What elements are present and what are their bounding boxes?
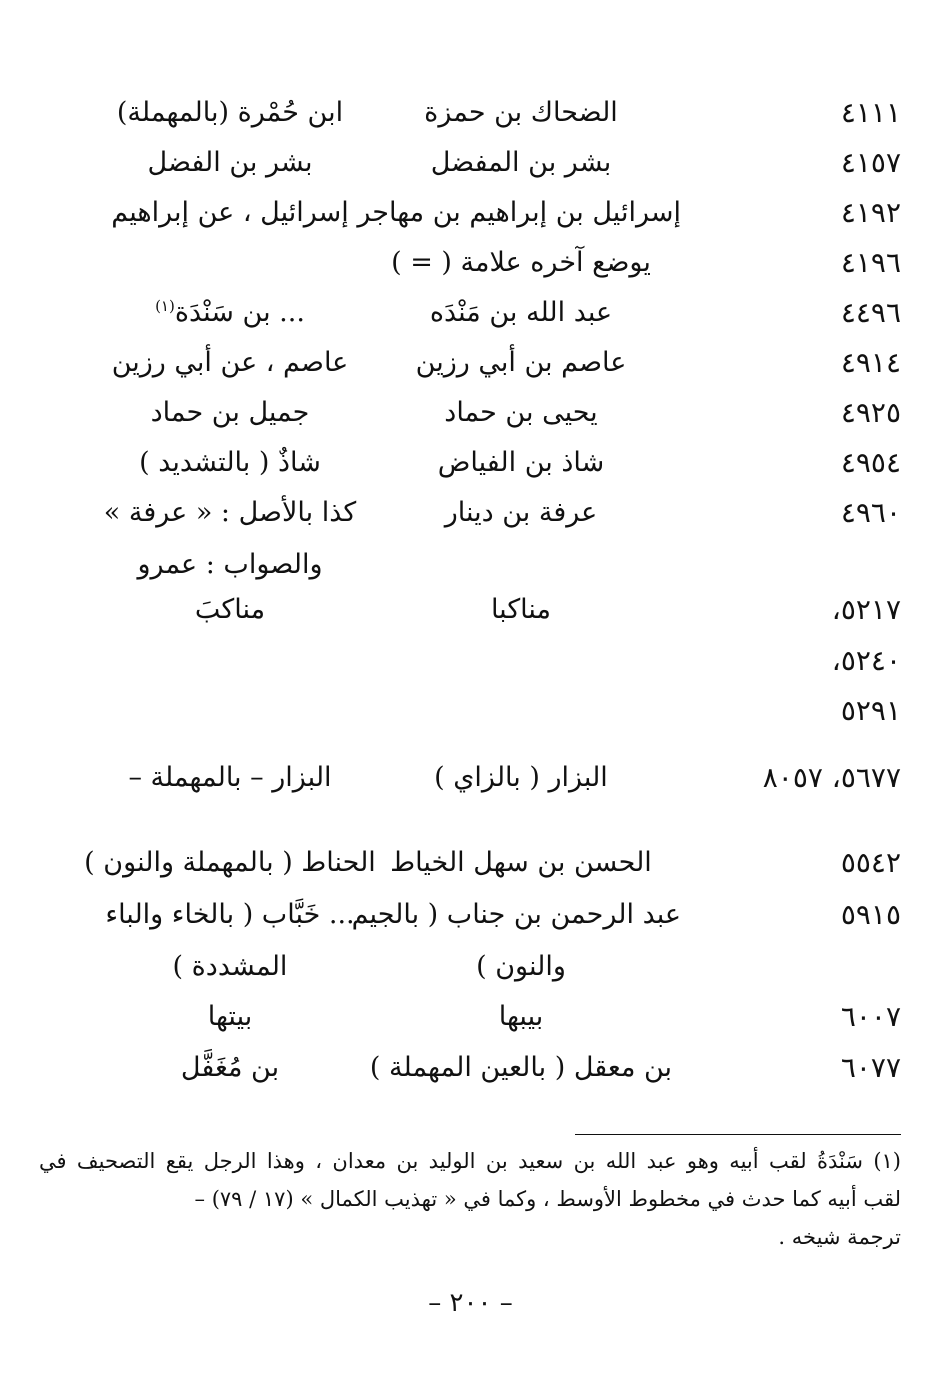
- table-row: [0, 188, 941, 238]
- table-row: [0, 438, 941, 488]
- hadith-number: [671, 942, 901, 992]
- table-row: [0, 992, 941, 1042]
- original-text: عبد الله بن مَنْدَه: [429, 297, 613, 328]
- hadith-number: ٤١٩٦: [840, 246, 901, 279]
- table-row: [0, 686, 941, 736]
- hadith-number: ٤١٥٧: [840, 146, 901, 179]
- original-text: عاصم بن أبي رزين: [415, 347, 627, 378]
- table-row: [0, 753, 941, 803]
- footnote-marker: (١): [155, 297, 175, 315]
- original-text: عبد الرحمن بن جناب ( بالجيم: [351, 899, 681, 930]
- correction-text: [40, 288, 420, 338]
- hadith-number: ٦٠٧٧: [840, 1051, 901, 1084]
- table-row: [0, 636, 941, 686]
- hadith-number: ٥٥٤٢: [840, 846, 901, 879]
- correction-text: عاصم ، عن أبي رزين: [111, 347, 349, 378]
- original-text: البزار ( بالزاي ): [434, 762, 608, 793]
- footnote-line: لقب أبيه كما حدث في مخطوط الأوسط ، وكما في « تهذيب الكمال » (١٧ / ٧٩) –: [194, 1187, 901, 1211]
- table-row: [0, 238, 941, 288]
- original-text: الحسن بن سهل الخياط: [390, 847, 652, 878]
- correction-text: بيتها: [207, 1001, 253, 1032]
- hadith-number: ٥٢١٧،: [831, 593, 901, 626]
- table-row: [0, 540, 941, 590]
- footnote-line: (١) سَنْدَةُ لقب أبيه وهو عبد الله بن سعيد بن الوليد بن معدان ، وهذا الرجل يقع التصحيف في: [39, 1149, 901, 1173]
- correction-text: ... خَبَّاب ( بالخاء والباء: [105, 899, 355, 930]
- hadith-number: ٥٦٧٧، ٨٠٥٧: [762, 761, 901, 794]
- correction-text: كذا بالأصل : « عرفة »: [103, 497, 357, 528]
- original-text: مناكبا: [490, 594, 552, 625]
- hadith-number: ٤٩٢٥: [840, 396, 901, 429]
- table-row: [0, 488, 941, 538]
- correction-text: شاذٌ ( بالتشديد ): [139, 447, 321, 478]
- original-text: إسرائيل بن إبراهيم بن مهاجر: [357, 197, 681, 228]
- table-row: [0, 890, 941, 940]
- table-row: [0, 388, 941, 438]
- correction-text: والصواب : عمرو: [137, 549, 323, 580]
- correction-text: المشددة ): [172, 951, 288, 982]
- original-text: بشر بن المفضل: [430, 147, 612, 178]
- hadith-number: ٦٠٠٧: [840, 1000, 901, 1033]
- table-row: [0, 942, 941, 992]
- correction-text: مناكبَ: [194, 594, 266, 625]
- correction-text: بن مُغَفَّل: [180, 1052, 280, 1083]
- table-row: [0, 1043, 941, 1093]
- correction-text: البزار – بالمهملة –: [128, 762, 332, 793]
- hadith-number: ٤٩١٤: [840, 346, 901, 379]
- correction-text: ابن حُمْرة (بالمهملة): [116, 97, 344, 128]
- hadith-number: ٥٢٤٠،: [831, 644, 901, 677]
- hadith-number: [671, 540, 901, 590]
- correction-text: بشر بن الفضل: [147, 147, 313, 178]
- original-text: الضحاك بن حمزة: [424, 97, 618, 128]
- original-text: بيبها: [498, 1001, 544, 1032]
- correction-text: [40, 686, 420, 736]
- original-text: والنون ): [476, 951, 566, 982]
- correction-text: الحناط ( بالمهملة والنون ): [84, 847, 376, 878]
- footnote-divider: [575, 1134, 901, 1135]
- hadith-number: ٥٩١٥: [840, 898, 901, 931]
- table-row: [0, 288, 941, 338]
- table-row: [0, 585, 941, 635]
- correction-text: [40, 636, 420, 686]
- hadith-number: ٤٩٥٤: [840, 446, 901, 479]
- original-text: عرفة بن دينار: [444, 497, 598, 528]
- original-text: شاذ بن الفياض: [437, 447, 605, 478]
- hadith-number: ٤٩٦٠: [840, 496, 901, 529]
- table-row: [0, 338, 941, 388]
- hadith-number: ٤١٩٢: [840, 196, 901, 229]
- hadith-number: ٥٢٩١: [840, 694, 901, 727]
- original-text: بن معقل ( بالعين المهملة ): [369, 1052, 673, 1083]
- hadith-number: ٤٤٩٦: [840, 296, 901, 329]
- correction-text: إسرائيل ، عن إبراهيم: [111, 197, 349, 228]
- correction-text: [40, 238, 420, 288]
- table-row: [0, 138, 941, 188]
- original-text: يحيى بن حماد: [444, 397, 598, 428]
- footnote-line: ترجمة شيخه .: [778, 1225, 901, 1249]
- correction-text: جميل بن حماد: [150, 397, 310, 428]
- page-number: – ٢٠٠ –: [428, 1288, 513, 1318]
- hadith-number: ٤١١١: [840, 96, 901, 129]
- table-row: [0, 88, 941, 138]
- original-text: يوضع آخره علامة ( = ): [391, 247, 651, 278]
- footnote: [39, 1142, 901, 1256]
- table-row: [0, 838, 941, 888]
- correction-body: ... بن سَنْدَة: [174, 297, 305, 328]
